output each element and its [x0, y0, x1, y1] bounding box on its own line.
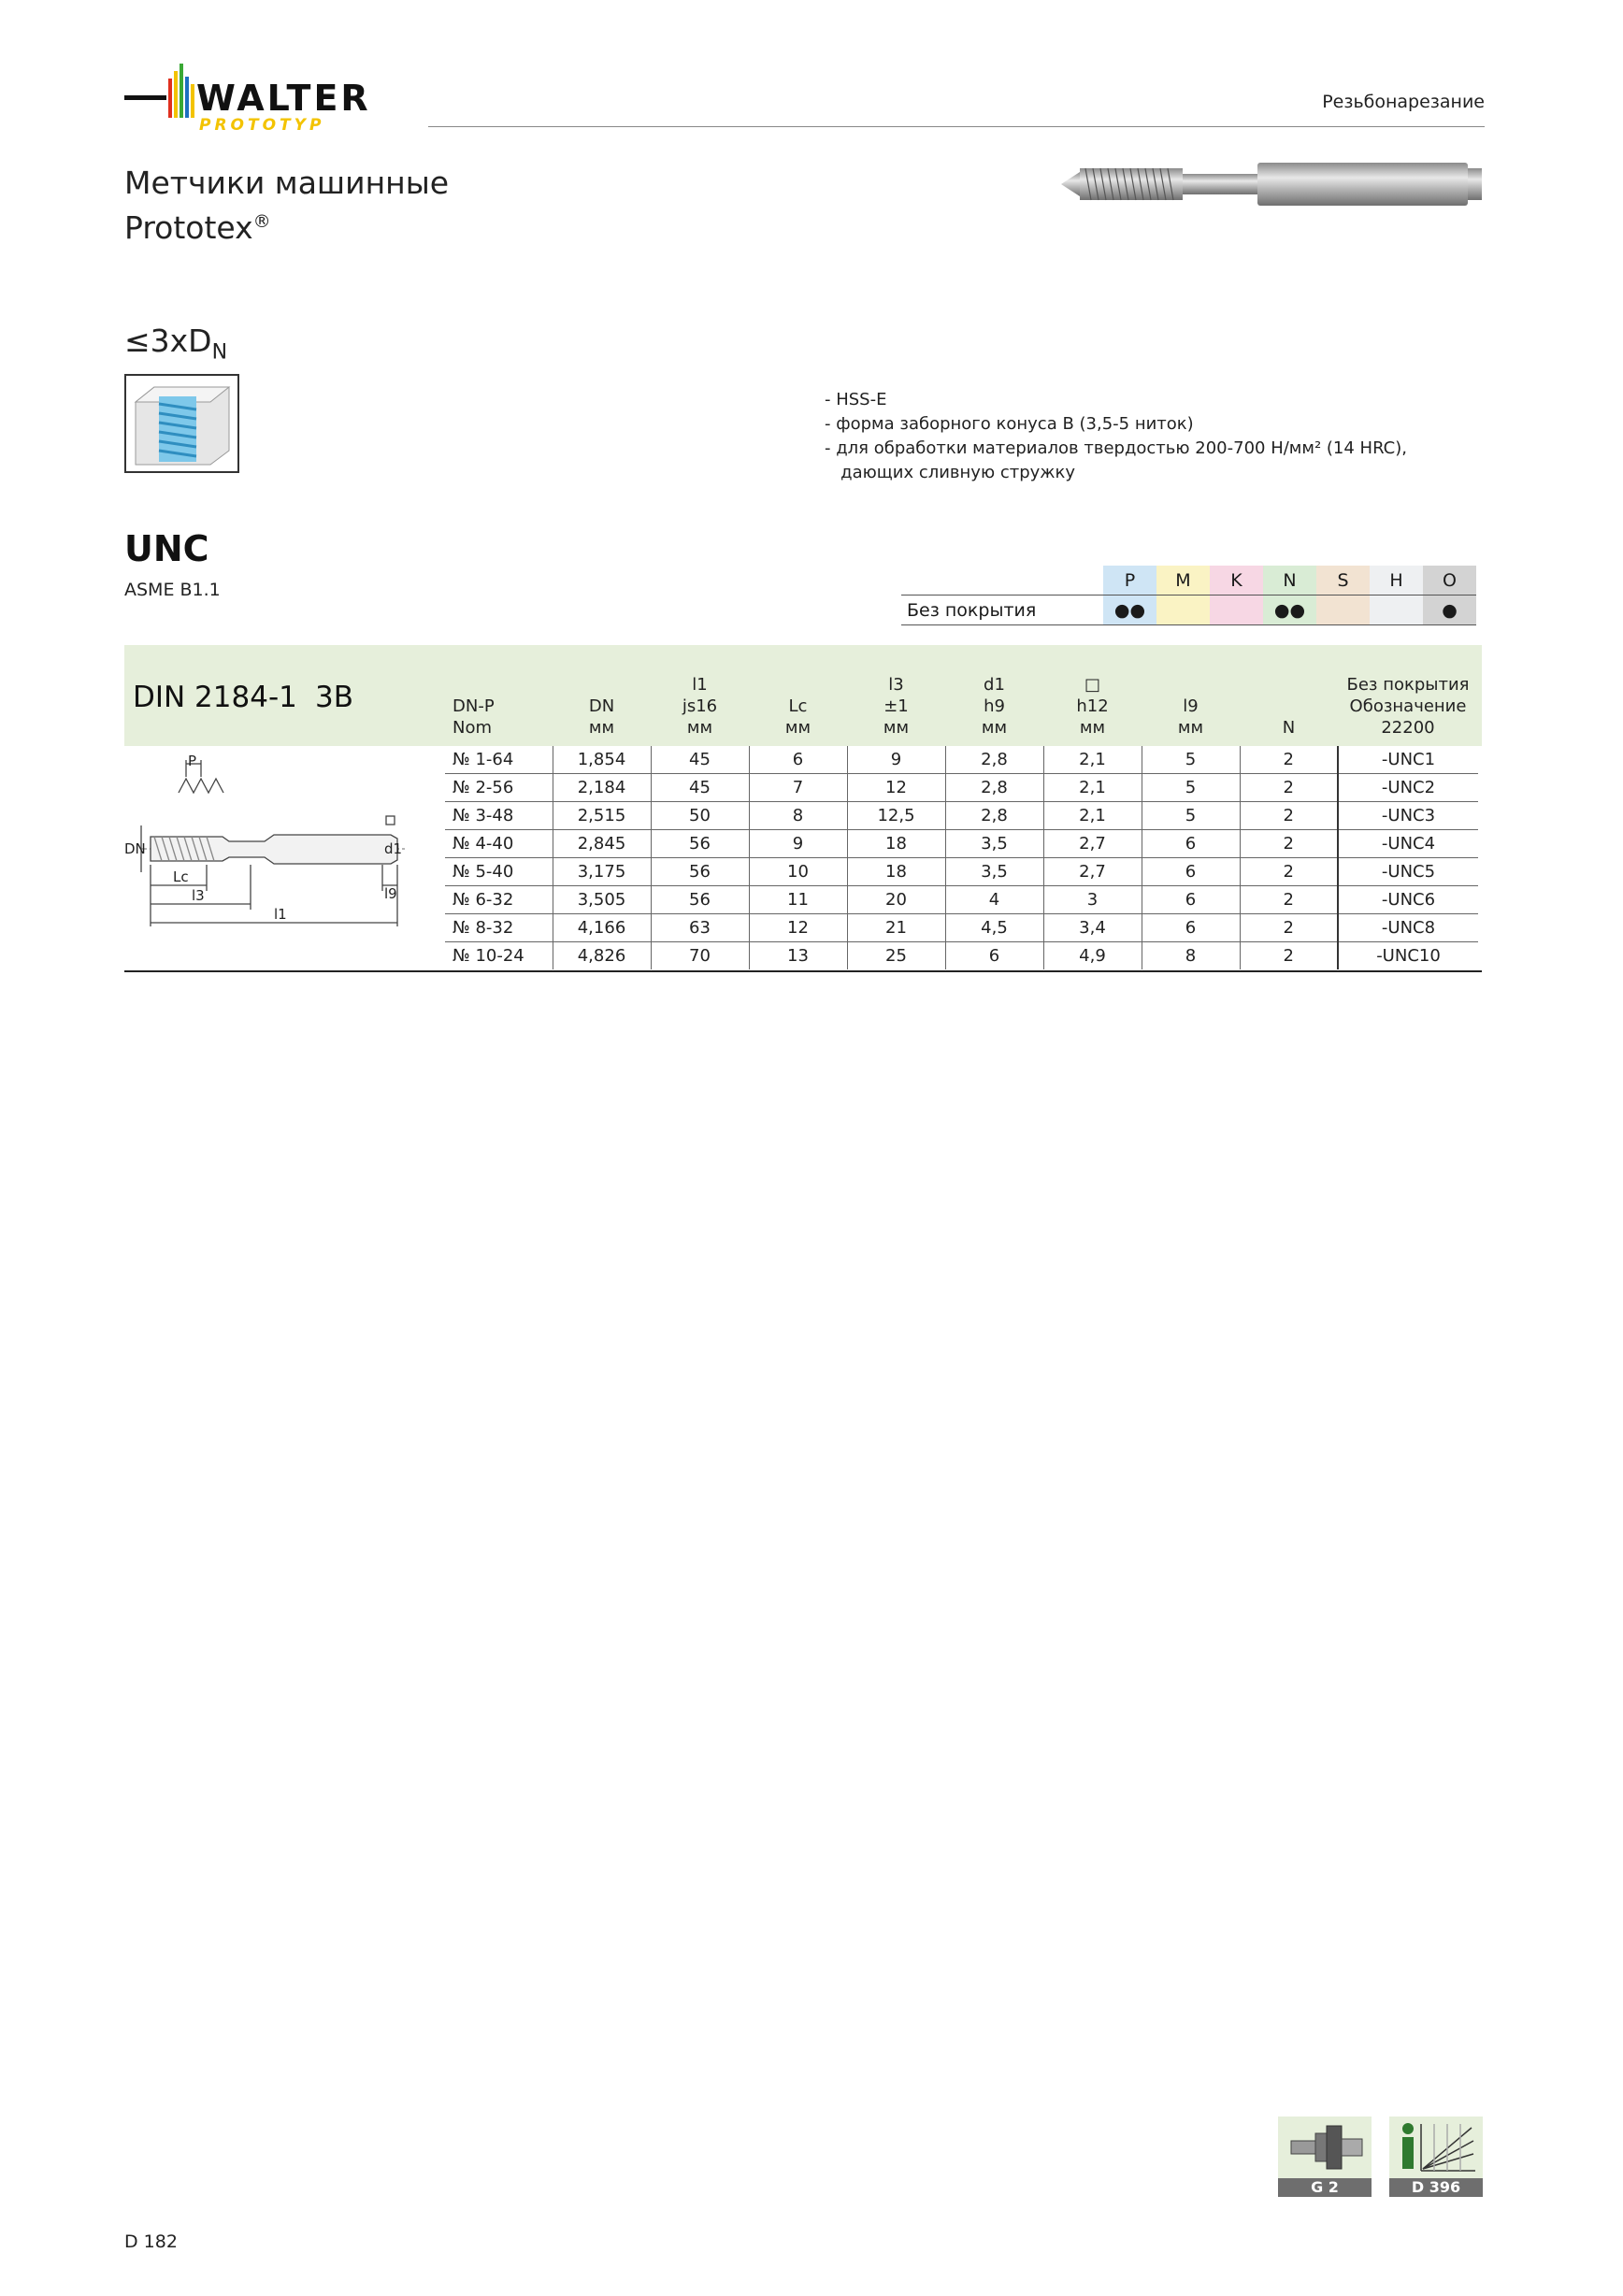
col-n: N — [1282, 718, 1296, 738]
diagram-label-d1: d1 — [384, 840, 403, 857]
cell-designation: -UNC3 — [1338, 802, 1478, 830]
cell-l9: 6 — [1142, 858, 1240, 886]
thread-standard-subtitle: ASME B1.1 — [124, 580, 221, 600]
diagram-label-l3: l3 — [192, 887, 205, 904]
col-nominal: DN-P Nom — [452, 696, 495, 738]
cell-designation: -UNC1 — [1338, 746, 1478, 774]
cell-l9: 5 — [1142, 746, 1240, 774]
cell-nominal: № 6-32 — [445, 886, 553, 914]
page-number: D 182 — [124, 2231, 178, 2252]
header-divider — [428, 126, 1485, 127]
cell-nominal: № 2-56 — [445, 774, 553, 802]
cell-n: 2 — [1240, 914, 1338, 942]
material-o: O — [1423, 566, 1476, 596]
table-header-row — [445, 668, 1478, 746]
cell-nominal: № 10-24 — [452, 946, 524, 966]
cell-d1: 4,5 — [945, 914, 1043, 942]
table-row — [445, 914, 1478, 942]
cell-lc: 7 — [749, 774, 847, 802]
cell-nominal: № 8-32 — [445, 914, 553, 942]
cell-nominal: № 1-64 — [445, 746, 553, 774]
tap-dimension-diagram — [124, 751, 405, 938]
cell-designation: -UNC4 — [1338, 830, 1478, 858]
col-lc: Lc мм — [784, 696, 812, 738]
cell-lc: 11 — [749, 886, 847, 914]
cell-l9: 5 — [1142, 802, 1240, 830]
info-chart-icon — [1389, 2117, 1483, 2178]
cell-d1: 2,8 — [945, 774, 1043, 802]
tool-holder-icon — [1278, 2117, 1372, 2178]
feature-list — [825, 388, 1407, 485]
reference-label: G 2 — [1278, 2178, 1372, 2197]
cell-n: 2 — [1240, 774, 1338, 802]
table-row — [445, 774, 1478, 802]
cell-square: 2,1 — [1043, 802, 1142, 830]
cell-n: 2 — [1240, 886, 1338, 914]
coating-rating-row — [901, 596, 1476, 625]
cell-l3: 18 — [847, 858, 945, 886]
cell-l1: 70 — [651, 942, 749, 970]
cell-d1: 2,8 — [945, 802, 1043, 830]
rating-n: ●● — [1263, 596, 1316, 625]
reference-label: D 396 — [1389, 2178, 1483, 2197]
feature-item: дающих сливную стружку — [825, 463, 1076, 482]
cell-l9: 5 — [1142, 774, 1240, 802]
feature-item: - HSS-E — [825, 390, 887, 409]
rating-k — [1210, 596, 1263, 625]
rating-s — [1316, 596, 1370, 625]
rating-p: ●● — [1103, 596, 1156, 625]
col-dn: DN мм — [588, 696, 615, 738]
rating-o: ● — [1423, 596, 1476, 625]
cell-l1: 56 — [651, 858, 749, 886]
cell-d1: 2,8 — [945, 746, 1043, 774]
table-row — [445, 746, 1478, 774]
cell-n: 2 — [1240, 830, 1338, 858]
material-group-table — [901, 566, 1476, 625]
cell-d1: 3,5 — [945, 830, 1043, 858]
table-row — [445, 830, 1478, 858]
cell-lc: 12 — [749, 914, 847, 942]
diagram-label-dn: DN — [124, 840, 146, 857]
cell-l1: 56 — [651, 886, 749, 914]
cell-l1: 50 — [651, 802, 749, 830]
coating-label: Без покрытия — [901, 596, 1103, 625]
cell-dn: 4,826 — [553, 942, 651, 970]
cell-l3: 20 — [847, 886, 945, 914]
cell-d1: 6 — [945, 942, 1043, 970]
col-designation: Без покрытия Обозначение 22200 — [1346, 675, 1470, 738]
cell-l1: 45 — [651, 774, 749, 802]
material-m: M — [1156, 566, 1210, 596]
logo-wordmark: WALTER — [196, 78, 371, 119]
material-p: P — [1103, 566, 1156, 596]
cell-dn: 2,515 — [553, 802, 651, 830]
cell-l9: 8 — [1142, 942, 1240, 970]
cell-dn: 2,845 — [553, 830, 651, 858]
diagram-label-l9: l9 — [384, 885, 397, 902]
cell-designation: -UNC10 — [1338, 942, 1478, 970]
table-row — [445, 886, 1478, 914]
series-name: Prototex — [124, 209, 253, 246]
cell-square: 3 — [1043, 886, 1142, 914]
cell-nominal: № 4-40 — [445, 830, 553, 858]
diagram-label-p: P — [188, 753, 197, 769]
cell-dn: 3,175 — [553, 858, 651, 886]
din-standard: DIN 2184-1 — [133, 681, 297, 714]
cell-l9: 6 — [1142, 914, 1240, 942]
cell-lc: 6 — [749, 746, 847, 774]
cell-designation: -UNC6 — [1338, 886, 1478, 914]
depth-main: ≤3xD — [124, 323, 212, 359]
cell-dn: 1,854 — [553, 746, 651, 774]
cell-l9: 6 — [1142, 886, 1240, 914]
cell-nominal: № 5-40 — [445, 858, 553, 886]
dimension-table — [445, 668, 1478, 969]
feature-item: - форма заборного конуса B (3,5-5 ниток) — [825, 414, 1194, 434]
cell-n: 2 — [1240, 942, 1338, 970]
cell-lc: 9 — [749, 830, 847, 858]
cell-d1: 4 — [945, 886, 1043, 914]
col-square: □ h12 мм — [1076, 675, 1109, 738]
cell-square: 2,1 — [1043, 774, 1142, 802]
cell-l3: 25 — [847, 942, 945, 970]
product-title: Метчики машинные — [124, 165, 450, 201]
depth-label — [124, 323, 227, 365]
cell-square: 2,7 — [1043, 830, 1142, 858]
diagram-label-lc: Lc — [173, 868, 189, 885]
cell-square: 3,4 — [1043, 914, 1142, 942]
rating-m — [1156, 596, 1210, 625]
cell-l3: 21 — [847, 914, 945, 942]
cell-l1: 63 — [651, 914, 749, 942]
diagram-label-l1: l1 — [274, 906, 287, 923]
cell-designation: -UNC2 — [1338, 774, 1478, 802]
reference-d396[interactable] — [1389, 2117, 1483, 2197]
rating-h — [1370, 596, 1423, 625]
cell-l3: 12 — [847, 774, 945, 802]
table-bottom-rule — [124, 970, 1482, 972]
cell-designation: -UNC8 — [1338, 914, 1478, 942]
cell-dn: 4,166 — [553, 914, 651, 942]
tolerance-class: 3B — [315, 681, 353, 714]
table-row — [445, 858, 1478, 886]
cell-nominal: № 3-48 — [445, 802, 553, 830]
cell-square: 2,7 — [1043, 858, 1142, 886]
col-l1: l1 js16 мм — [682, 675, 718, 738]
reference-g2[interactable] — [1278, 2117, 1372, 2197]
cell-lc: 10 — [749, 858, 847, 886]
cell-lc: 13 — [749, 942, 847, 970]
cell-l3: 12,5 — [847, 802, 945, 830]
product-series — [124, 209, 271, 246]
logo-subtitle: PROTOTYP — [199, 116, 325, 135]
cell-l1: 56 — [651, 830, 749, 858]
cell-square: 4,9 — [1043, 942, 1142, 970]
material-groups-row — [901, 566, 1476, 596]
through-hole-icon — [124, 374, 239, 473]
cell-d1: 3,5 — [945, 858, 1043, 886]
feature-item: - для обработки материалов твердостью 200-700 Н/мм² (14 HRC), — [825, 438, 1407, 458]
cell-square: 2,1 — [1043, 746, 1142, 774]
col-l3: l3 ±1 мм — [883, 675, 910, 738]
tap-product-image — [1061, 155, 1482, 213]
registered-mark: ® — [252, 211, 271, 232]
cell-l3: 9 — [847, 746, 945, 774]
material-k: K — [1210, 566, 1263, 596]
material-h: H — [1370, 566, 1423, 596]
cell-designation: -UNC5 — [1338, 858, 1478, 886]
cell-n: 2 — [1240, 802, 1338, 830]
cell-dn: 3,505 — [553, 886, 651, 914]
table-row — [445, 802, 1478, 830]
col-d1: d1 h9 мм — [981, 675, 1008, 738]
cell-n: 2 — [1240, 858, 1338, 886]
thread-standard-title: UNC — [124, 528, 209, 569]
col-l9: l9 мм — [1177, 696, 1204, 738]
material-n: N — [1263, 566, 1316, 596]
cell-dn: 2,184 — [553, 774, 651, 802]
thread-block-icon — [126, 376, 237, 471]
cell-n: 2 — [1240, 746, 1338, 774]
cell-l1: 45 — [651, 746, 749, 774]
cell-l9: 6 — [1142, 830, 1240, 858]
depth-subscript: N — [211, 340, 228, 365]
table-row — [445, 942, 1478, 970]
cell-l3: 18 — [847, 830, 945, 858]
section-label: Резьбонарезание — [1322, 92, 1485, 112]
blank-cell — [901, 566, 1103, 596]
cell-lc: 8 — [749, 802, 847, 830]
material-s: S — [1316, 566, 1370, 596]
